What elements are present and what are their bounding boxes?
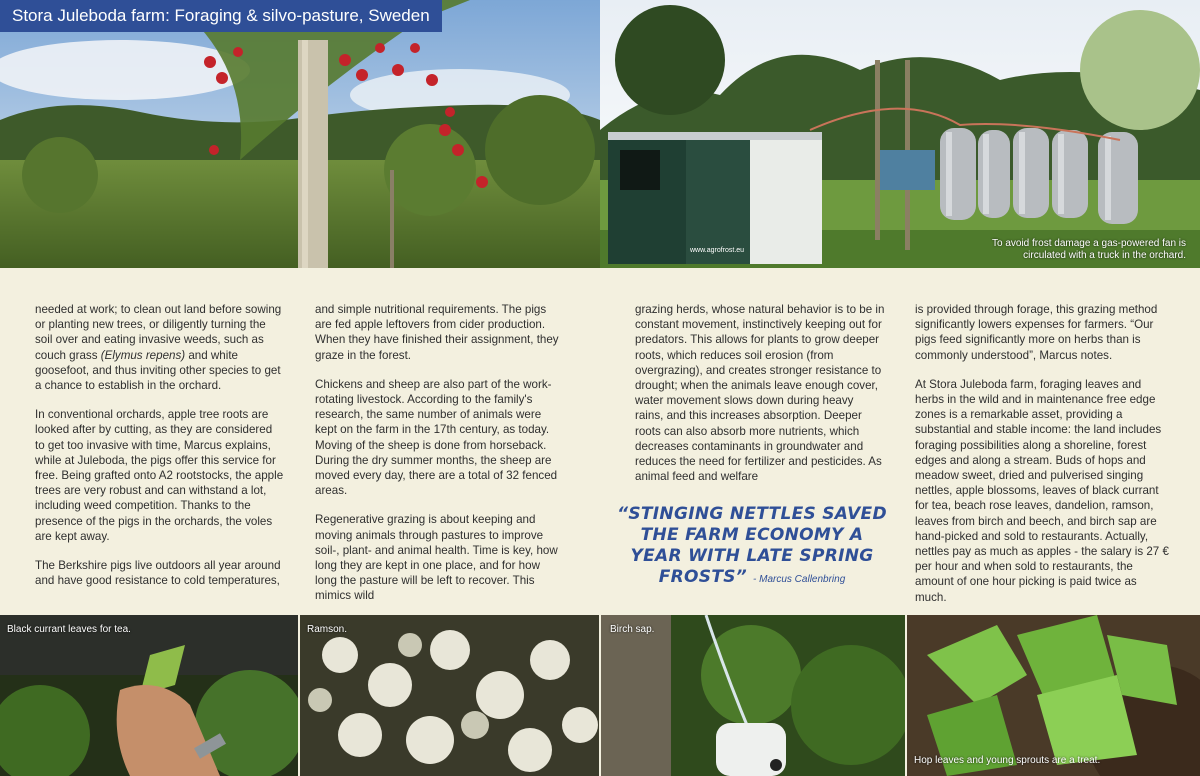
photo-birch-sap — [601, 615, 905, 776]
frost-fan-illustration — [600, 0, 1200, 268]
paragraph: In conventional orchards, apple tree roots are looked after by cutting, as they are considered to get too invasive with time, Marcus explains, while at Juleboda, the pigs offer this service for free. Being grafted onto A2 rootstocks, the apple trees are very robust and can withstand a lot, including weed competition. Thanks to the presence of the pigs in the orchards, the voles are kept away. — [35, 408, 284, 543]
paragraph: Chickens and sheep are also part of the work-rotating livestock. According to the family's research, the same number of animals were kept on the farm in the 17th century, as today. Moving of the sheep is done from horseback. During the dry summer months, the sheep are moved every day, there are a total of 32 fenced areas. — [315, 377, 558, 498]
paragraph: and simple nutritional requirements. The pigs are fed apple leftovers from cider production. When they have finished their assignment, they graze in the forest. — [315, 303, 559, 362]
paragraph-text: and white goosefoot, and thus inviting other species to get a chance to establish in the orchard. — [35, 348, 281, 393]
pull-quote — [612, 504, 892, 590]
pull-quote-author: - Marcus Callenbring — [753, 574, 846, 585]
photo-black-currant — [0, 615, 298, 776]
hop-leaves-illustration — [907, 615, 1200, 776]
paragraph: The Berkshire pigs live outdoors all year around and have good resistance to cold temperatures, — [35, 559, 281, 588]
photo-caption: Ramson. — [307, 624, 348, 635]
birch-sap-illustration — [601, 615, 905, 776]
apple-orchard-illustration — [0, 0, 600, 268]
photo-caption: Black currant leaves for tea. — [7, 624, 131, 635]
paragraph: is provided through forage, this grazing method significantly lowers expenses for farmers. “Our pigs feed significantly more on herbs than is commonly understood”, Marcus notes. — [915, 303, 1158, 362]
ramson-illustration — [300, 615, 599, 776]
species-name: (Elymus repens) — [100, 348, 186, 362]
paragraph-text: needed at work; to clean out land before sowing or planting new trees, or diligently turning the soil over and eating invasive weeds, such as couch grass — [35, 303, 282, 362]
text-column-2 — [315, 302, 565, 604]
machine-label: www.agrofrost.eu — [690, 247, 745, 254]
pull-quote-text: “STINGING NETTLES SAVED THE FARM ECONOMY A YEAR WITH LATE SPRING FROSTS” — [617, 504, 887, 587]
paragraph: At Stora Juleboda farm, foraging leaves and herbs in the wild and in maintenance free edge zones is a remarkable asset, providing a substantial and stable income: the land includes foraging possibilities along a shoreline, forest edges and along a stream. Buds of hops and meadow sweet, dried and pulverised singing nettles, apple blossoms, leaves of black currant for tea, beach rose leaves, dandelion, ramson, leaves from birch and beech, and birch sap are hand-picked and sold to restaurants. Actually, nettles pay as much as apples - the salary is 27 € per hour and when sold to restaurants, the amount of one hour picking is paid twice as much. — [915, 377, 1169, 604]
page-title: Stora Juleboda farm: Foraging & silvo-pasture, Sweden — [0, 0, 442, 32]
photo-caption: Hop leaves and young sprouts are a treat. — [914, 755, 1101, 766]
black-currant-illustration — [0, 615, 298, 776]
paragraph: grazing herds, whose natural behavior is to be in constant movement, instinctively keeping out for predators. This allows for plants to grow deeper roots, which reduces soil erosion (from overgrazing), and creates stronger resistance to drought; when the animals leave enough cover, water movement slows down during heavy rains, and this increases absorption. Deeper roots can also absorb more nutrients, which decreases contaminants in groundwater and reduces the need for fertilizer and pesticides. As animal feed and welfare — [635, 303, 885, 484]
photo-caption: Birch sap. — [610, 624, 655, 635]
photo-ramson — [300, 615, 599, 776]
paragraph: Regenerative grazing is about keeping and moving animals through pastures to improve soil-, plant- and animal health. Time is key, how long they are kept in one place, and for how long the pasture will be left to recover. This mimics wild — [315, 513, 558, 603]
photo-frost-fan — [600, 0, 1200, 268]
photo-hop-leaves — [907, 615, 1200, 776]
text-column-4 — [915, 302, 1170, 605]
photo-apple-orchard — [0, 0, 600, 268]
frost-fan-caption: To avoid frost damage a gas-powered fan is circulated with a truck in the orchard. — [992, 238, 1186, 261]
text-column-3 — [635, 302, 885, 484]
text-column-1 — [35, 302, 285, 588]
paragraph — [35, 302, 285, 393]
